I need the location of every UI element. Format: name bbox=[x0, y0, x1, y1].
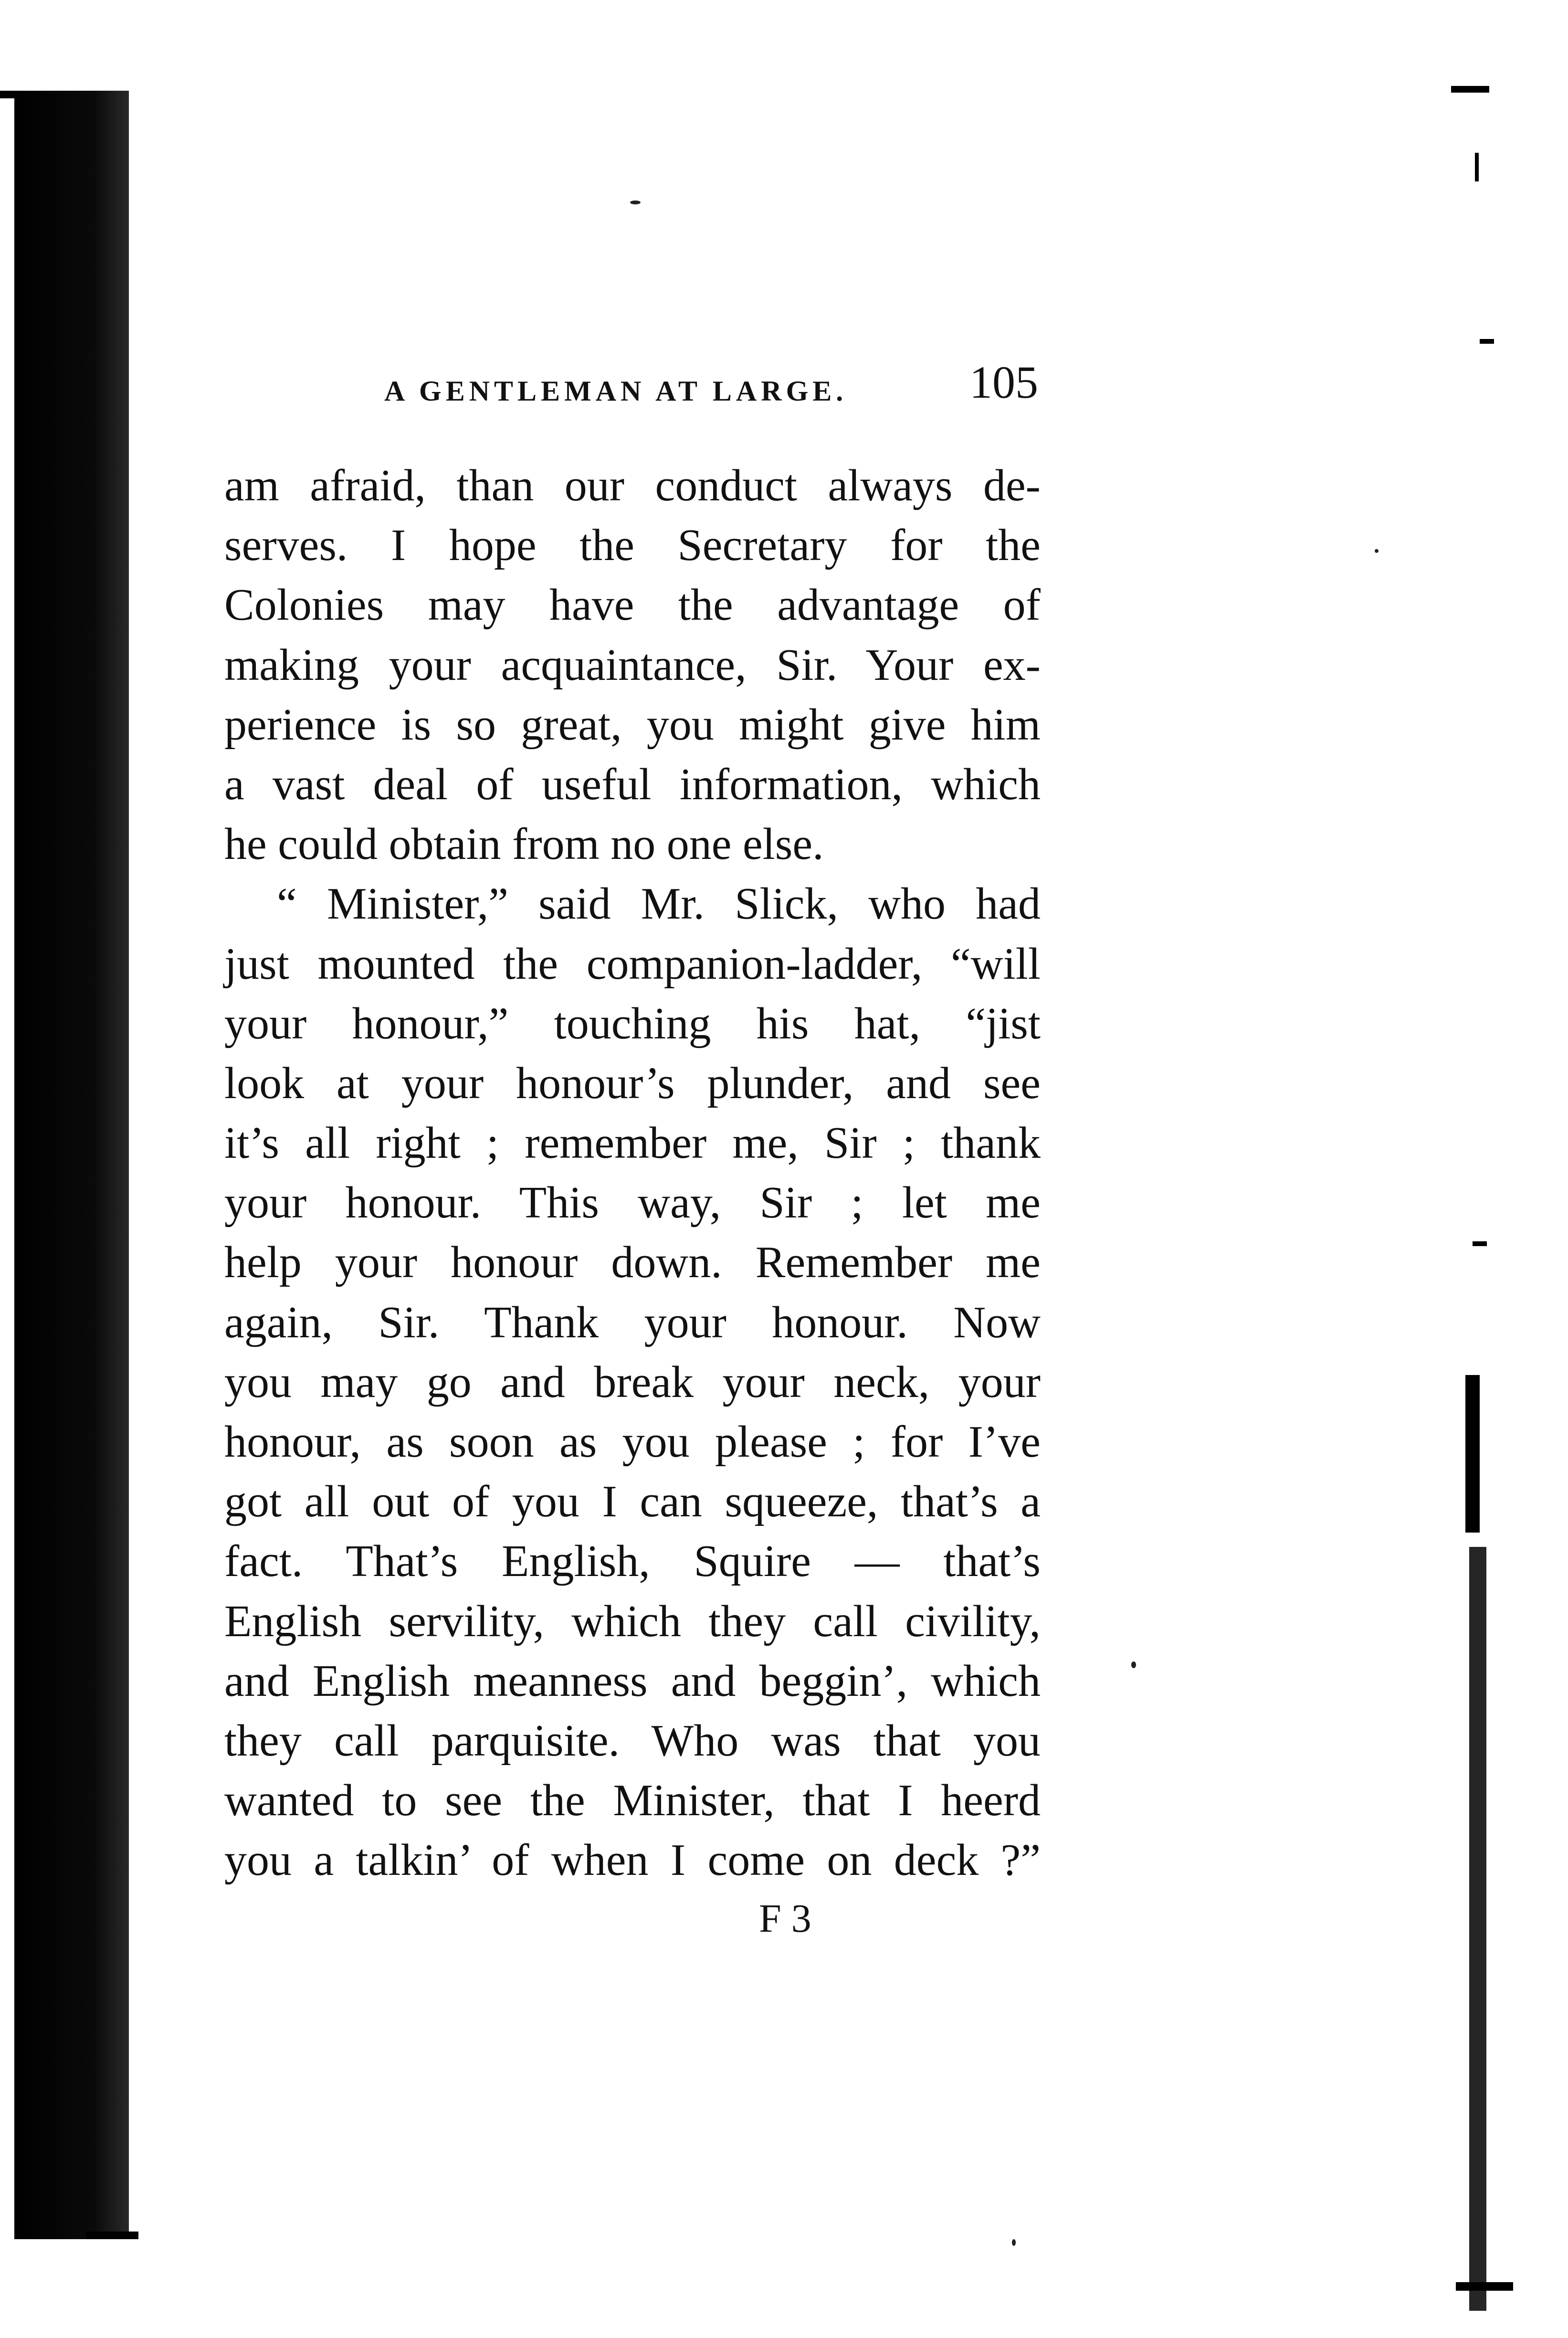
text-line: perience is so great, you might give him bbox=[224, 699, 1041, 750]
text-line: again, Sir. Thank your honour. Now bbox=[224, 1297, 1041, 1347]
text-line: your honour,” touching his hat, “jist bbox=[224, 998, 1041, 1048]
text-line: you may go and break your neck, your bbox=[224, 1357, 1041, 1407]
text-line: he could obtain from no one else. bbox=[224, 819, 824, 869]
running-head bbox=[384, 356, 1038, 408]
text-line: your honour. This way, Sir ; let me bbox=[224, 1178, 1041, 1228]
speck bbox=[1131, 1661, 1136, 1668]
text-line: a vast deal of useful information, which bbox=[224, 759, 1041, 809]
speck bbox=[1375, 549, 1379, 553]
text-line: fact. That’s English, Squire — that’s bbox=[224, 1536, 1041, 1587]
text-line: wanted to see the Minister, that I heerd bbox=[224, 1776, 1041, 1826]
page-number: 105 bbox=[969, 357, 1038, 408]
signature-mark: F 3 bbox=[759, 1896, 811, 1941]
text-line: “ Minister,” said Mr. Slick, who had bbox=[277, 879, 1041, 929]
text-line: it’s all right ; remember me, Sir ; thank bbox=[224, 1118, 1041, 1168]
text-line: Colonies may have the advantage of bbox=[224, 580, 1041, 630]
text-line: am afraid, than our conduct always de- bbox=[224, 461, 1041, 510]
text-line: honour, as soon as you please ; for I’ve bbox=[224, 1417, 1041, 1467]
text-line: you a talkin’ of when I come on deck ?” bbox=[224, 1835, 1041, 1885]
text-line: and English meanness and beggin’, which bbox=[224, 1656, 1041, 1706]
text-line: making your acquaintance, Sir. Your ex- bbox=[224, 640, 1041, 690]
text-line: they call parquisite. Who was that you bbox=[224, 1715, 1041, 1766]
text-line: English servility, which they call civility, bbox=[224, 1596, 1041, 1646]
binding-foot bbox=[86, 2232, 138, 2239]
text-line: help your honour down. Remember me bbox=[224, 1238, 1041, 1288]
text-line: just mounted the companion-ladder, “will bbox=[224, 939, 1041, 989]
right-page-edge bbox=[1446, 86, 1532, 2306]
running-title: A GENTLEMAN AT LARGE. bbox=[384, 375, 848, 407]
binding-shadow bbox=[0, 91, 138, 2239]
body-text bbox=[224, 456, 1041, 1891]
speck bbox=[630, 201, 641, 204]
speck bbox=[1012, 2239, 1016, 2246]
text-line: serves. I hope the Secretary for the bbox=[224, 520, 1041, 571]
binding-edge bbox=[14, 91, 129, 2239]
text-line: got all out of you I can squeeze, that’s a bbox=[224, 1477, 1041, 1527]
text-line: look at your honour’s plunder, and see bbox=[224, 1058, 1041, 1108]
